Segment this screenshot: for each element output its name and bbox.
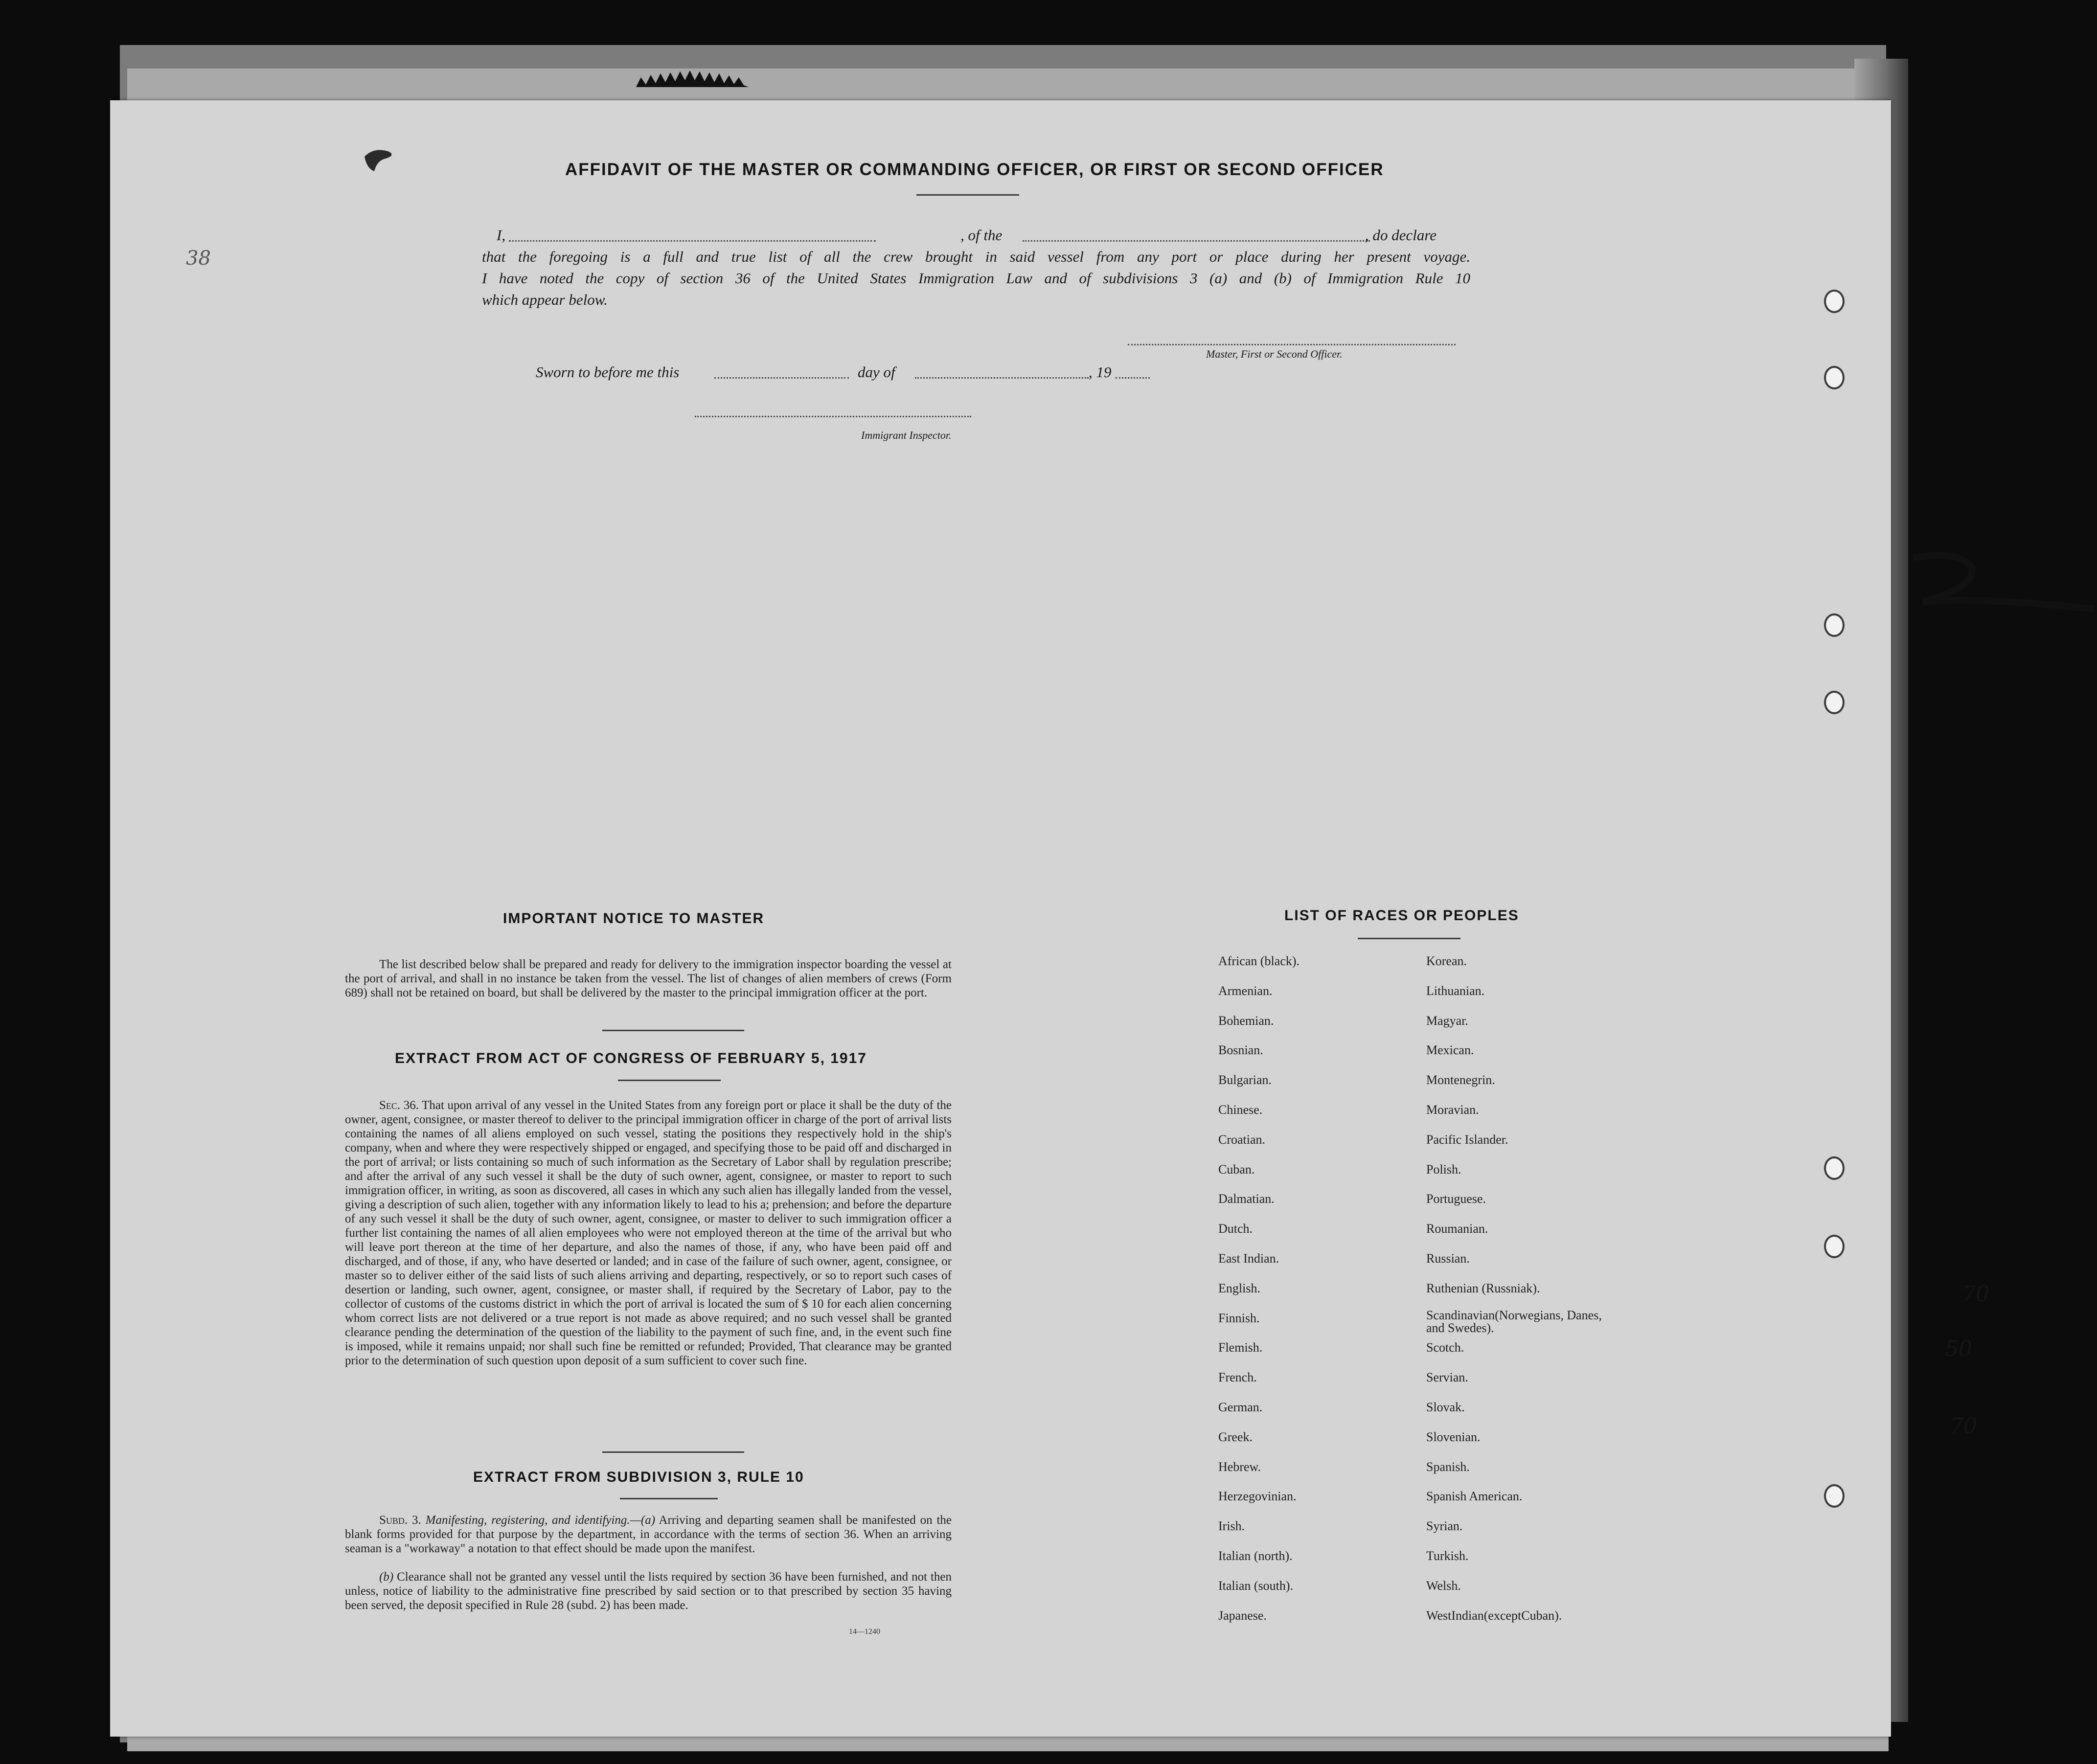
sworn-year-field[interactable] bbox=[1116, 377, 1150, 379]
binder-hole bbox=[1824, 691, 1845, 714]
race-item: Italian (north). bbox=[1218, 1549, 1293, 1563]
race-item: Turkish. bbox=[1426, 1549, 1469, 1563]
race-item: English. bbox=[1218, 1281, 1260, 1295]
affidavit-title-rule bbox=[916, 194, 1019, 196]
master-signature-field[interactable] bbox=[1128, 344, 1456, 345]
act-body bbox=[345, 1098, 952, 1368]
margin-figure-1: 70 bbox=[1962, 1282, 1989, 1307]
race-item: Montenegrin. bbox=[1426, 1073, 1495, 1087]
race-item: Ruthenian (Russniak). bbox=[1426, 1281, 1540, 1295]
affidavit-line4: which appear below. bbox=[482, 291, 608, 308]
affidavit-i-label: I, bbox=[497, 226, 506, 244]
race-item: Greek. bbox=[1218, 1429, 1253, 1444]
race-item: Lithuanian. bbox=[1426, 983, 1485, 998]
notice-rule bbox=[602, 1030, 744, 1031]
notice-title: IMPORTANT NOTICE TO MASTER bbox=[503, 910, 765, 927]
act-rule bbox=[618, 1080, 721, 1081]
race-item: Flemish. bbox=[1218, 1340, 1263, 1355]
subd-b-text: Clearance shall not be granted any vessel until the lists required by section 36 have been furnished, and not then unless, notice of liability to the administrative fine prescribed by said section or to that prescribed by section 35 having been served, the deposit specified in Rule 28 (subd. 2) has been made. bbox=[345, 1570, 952, 1612]
affidavit-line3: I have noted the copy of section 36 of the United States Immigration Law and of subdivisions 3 (a) and (b) of Immigration Rule 10 bbox=[482, 270, 1470, 287]
race-item: Russian. bbox=[1426, 1251, 1470, 1266]
ink-blot bbox=[360, 147, 399, 176]
act-title: EXTRACT FROM ACT OF CONGRESS OF FEBRUARY 5, 1917 bbox=[395, 1050, 867, 1066]
binder-hole bbox=[1824, 1484, 1845, 1508]
form-number: 14—1240 bbox=[849, 1628, 880, 1636]
sworn-day-field[interactable] bbox=[714, 377, 849, 379]
day-of-label: day of bbox=[858, 363, 895, 381]
subd-a-text: Arriving and departing seamen shall be manifested on the blank forms provided for that purpose by the department, in accordance with the terms of section 36. When an arriving seaman is a "workaway" a notation to that effect should be made upon the manifest. bbox=[345, 1514, 952, 1555]
race-item: Bohemian. bbox=[1218, 1013, 1274, 1028]
race-item: Korean. bbox=[1426, 954, 1467, 968]
year-prefix-label: , 19 bbox=[1089, 363, 1112, 381]
race-item: Scandinavian(Norwegians, Danes, and Swedes). bbox=[1426, 1308, 1602, 1335]
inspector-caption: Immigrant Inspector. bbox=[861, 429, 952, 441]
affidavit-title: AFFIDAVIT OF THE MASTER OR COMMANDING OFFICER, OR FIRST OR SECOND OFFICER bbox=[565, 160, 1384, 179]
race-item: Spanish American. bbox=[1426, 1489, 1523, 1504]
race-item: Polish. bbox=[1426, 1162, 1461, 1176]
affidavit-line2: that the foregoing is a full and true list of all the crew brought in said vessel from any port or place during her present voyage. bbox=[482, 248, 1470, 265]
handwritten-stroke bbox=[1903, 548, 2097, 621]
race-item: Pacific Islander. bbox=[1426, 1132, 1508, 1147]
notice-body: The list described below shall be prepared and ready for delivery to the immigration inspector boarding the vessel at the port of arrival, and shall in no instance be taken from the vessel. The list of changes of alien members of crews (Form 689) shall not be retained on board, but shall be delivered by the master to the principal immigration officer at the port. bbox=[345, 958, 952, 999]
race-item: Slovenian. bbox=[1426, 1429, 1481, 1444]
races-rule bbox=[1358, 938, 1460, 939]
race-item: Herzegovinian. bbox=[1218, 1489, 1297, 1504]
subd-label: Subd. 3. bbox=[379, 1514, 421, 1527]
vessel-name-field[interactable] bbox=[1023, 240, 1370, 242]
race-item: Irish. bbox=[1218, 1519, 1245, 1534]
affidavit-of-label: , of the bbox=[960, 226, 1003, 244]
race-item: Portuguese. bbox=[1426, 1192, 1486, 1206]
sworn-label: Sworn to before me this bbox=[536, 363, 680, 381]
serrated-edge bbox=[636, 63, 749, 87]
race-item: German. bbox=[1218, 1400, 1263, 1414]
rule-subd-b bbox=[345, 1570, 952, 1612]
race-item: Dutch. bbox=[1218, 1221, 1253, 1236]
race-item: Armenian. bbox=[1218, 983, 1273, 998]
race-item: Mexican. bbox=[1426, 1043, 1474, 1058]
officer-name-field[interactable] bbox=[509, 240, 876, 242]
race-item: Spanish. bbox=[1426, 1459, 1470, 1474]
sworn-month-field[interactable] bbox=[915, 377, 1089, 379]
margin-page-number: 38 bbox=[186, 247, 211, 270]
race-item: Cuban. bbox=[1218, 1162, 1255, 1176]
race-item: Chinese. bbox=[1218, 1103, 1263, 1117]
master-caption: Master, First or Second Officer. bbox=[1206, 348, 1343, 360]
race-item: Scotch. bbox=[1426, 1340, 1464, 1355]
binder-hole bbox=[1824, 1235, 1845, 1258]
rule-subd-a bbox=[345, 1513, 952, 1556]
race-item: Magyar. bbox=[1426, 1013, 1468, 1028]
affidavit-declare-label: , do declare bbox=[1365, 226, 1437, 244]
race-item: Croatian. bbox=[1218, 1132, 1266, 1147]
race-item: Italian (south). bbox=[1218, 1578, 1294, 1593]
race-item: Japanese. bbox=[1218, 1608, 1267, 1623]
subd-title: Manifesting, registering, and identifying.—(a) bbox=[425, 1514, 656, 1527]
race-item: Bosnian. bbox=[1218, 1043, 1263, 1058]
binder-hole bbox=[1824, 613, 1845, 637]
race-item: Roumanian. bbox=[1426, 1221, 1488, 1236]
race-item: Moravian. bbox=[1426, 1103, 1479, 1117]
race-item: African (black). bbox=[1218, 954, 1300, 968]
rule-title: EXTRACT FROM SUBDIVISION 3, RULE 10 bbox=[473, 1469, 804, 1485]
race-item: French. bbox=[1218, 1370, 1257, 1385]
margin-figure-3: 70 bbox=[1950, 1414, 1977, 1439]
race-item: Bulgarian. bbox=[1218, 1073, 1272, 1087]
sec-36-text: That upon arrival of any vessel in the United States from any foreign port or place it shall be the duty of the owner, agent, consignee, or master thereof to deliver to the principal immigration officer in charge of the port of arrival lists containing the names of all aliens employed on such vessel, stating the positions they respectively hold in the ship's company, when and where they were respectively shipped or engaged, and specifying those to be paid off and discharged in the port of arrival; or lists containing so much of such information as the Secretary of Labor shall by regulation prescribe; and after the arrival of any such vessel it shall be the duty of such owner, agent, consignee, or master to report to such immigration officer, in writing, as soon as discovered, all cases in which any such alien has illegally landed from the vessel, giving a description of such alien, together with any information likely to lead to his a; prehension; and before the departure of any such vessel it shall be the duty of such owner, agent, consignee, or master to deliver to such immigration officer a further list containing the names of all alien employees who were not employed thereon at the time of the arrival but who will leave port thereon at the time of her departure, and also the names of those, if any, who have been paid off and discharged, and of those, if any, who have deserted or landed; and in case of the failure of such owner, agent, consignee, or master so to deliver either of the said lists of such aliens arriving and departing, respectively, or so to report such cases of desertion or landing, such owner, agent, consignee, or master shall, if required by the Secretary of Labor, pay to the collector of customs of the customs district in which the port of arrival is located the sum of $ 10 for each alien concerning whom correct lists are not delivered or a true report is not made as above required; and no such vessel shall be granted clearance pending the determination of the question of the liability to the payment of such fine, and, in the event such fine is imposed, while it remains unpaid; nor shall such fine be remitted or refunded; Provided, That clearance may be granted prior to the determination of such question upon deposit of a sum sufficient to cover such fine. bbox=[345, 1099, 952, 1367]
race-item: Servian. bbox=[1426, 1370, 1468, 1385]
binder-hole bbox=[1824, 366, 1845, 389]
race-item: Finnish. bbox=[1218, 1311, 1260, 1325]
races-title: LIST OF RACES OR PEOPLES bbox=[1284, 907, 1519, 924]
binder-hole bbox=[1824, 290, 1845, 313]
inspector-signature-field[interactable] bbox=[695, 416, 971, 417]
race-item: Hebrew. bbox=[1218, 1459, 1261, 1474]
act-end-rule bbox=[602, 1451, 744, 1453]
race-item: Syrian. bbox=[1426, 1519, 1463, 1534]
race-item: Welsh. bbox=[1426, 1578, 1461, 1593]
race-item: Slovak. bbox=[1426, 1400, 1465, 1414]
margin-figure-2: 50 bbox=[1945, 1336, 1972, 1361]
sec-36-label: Sec. 36. bbox=[379, 1099, 419, 1112]
document-page bbox=[110, 100, 1891, 1737]
race-item: WestIndian(exceptCuban). bbox=[1426, 1608, 1562, 1623]
race-item: Dalmatian. bbox=[1218, 1192, 1275, 1206]
rule-title-rule bbox=[620, 1498, 718, 1499]
binder-hole bbox=[1824, 1156, 1845, 1180]
race-item: East Indian. bbox=[1218, 1251, 1279, 1266]
subd-b-label: (b) bbox=[379, 1570, 394, 1583]
